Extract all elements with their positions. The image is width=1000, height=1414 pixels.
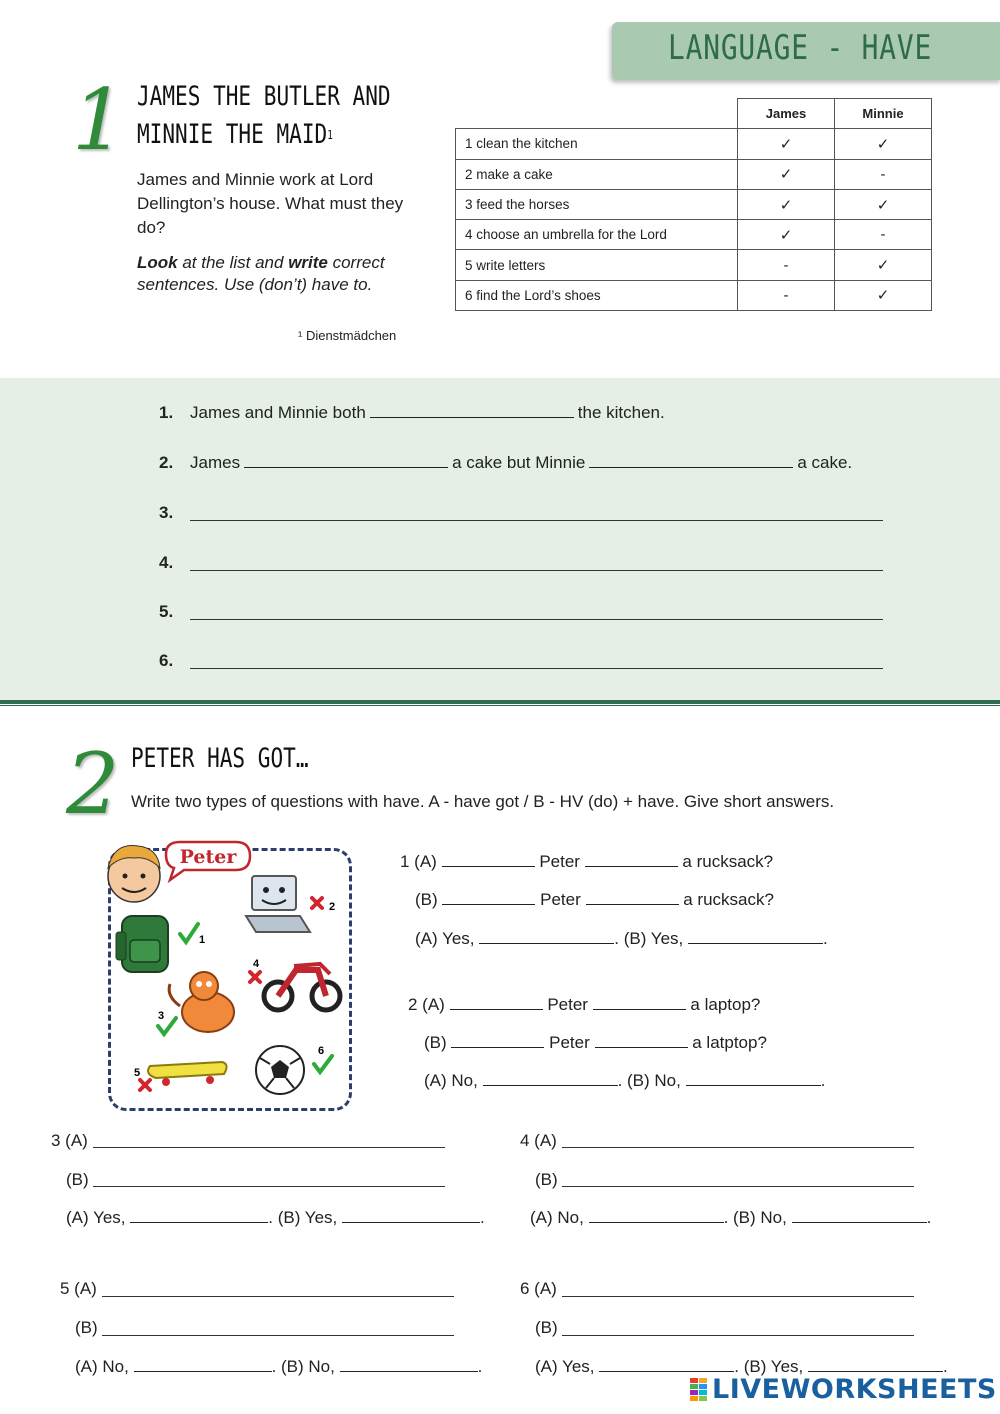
answer-blank[interactable] bbox=[686, 1072, 821, 1086]
answer-blank[interactable] bbox=[595, 1034, 688, 1048]
cat-icon bbox=[169, 972, 234, 1032]
question-5a-label: 5 (A) bbox=[60, 1279, 97, 1298]
answer-blank[interactable] bbox=[599, 1358, 734, 1372]
answer-line[interactable] bbox=[190, 570, 883, 571]
question-1b: (B) Peter a rucksack? bbox=[415, 890, 774, 909]
exercise-number: 6. bbox=[159, 651, 174, 670]
footnote: ¹ Dienstmädchen bbox=[298, 328, 397, 343]
activity-cell: 5 write letters bbox=[456, 250, 738, 280]
question-2a: 2 (A) Peter a laptop? bbox=[408, 995, 761, 1014]
table-row bbox=[456, 220, 932, 250]
header-minnie: Minnie bbox=[835, 99, 932, 129]
answer-blank[interactable] bbox=[589, 1209, 724, 1223]
exercise-number: 4. bbox=[159, 553, 174, 572]
james-mark: ✓ bbox=[738, 129, 835, 159]
item-label: 2 bbox=[329, 901, 336, 913]
liveworksheets-logo-icon bbox=[690, 1378, 708, 1402]
check-icon bbox=[180, 924, 198, 942]
answer-blank[interactable] bbox=[589, 454, 793, 468]
answer-blank[interactable] bbox=[792, 1209, 927, 1223]
question-2b: (B) Peter a latptop? bbox=[424, 1033, 767, 1052]
activity-cell: 3 feed the horses bbox=[456, 189, 738, 219]
question-4b-label: (B) bbox=[535, 1170, 558, 1189]
divider bbox=[0, 700, 1000, 704]
answer-blank[interactable] bbox=[450, 996, 543, 1010]
motorbike-icon bbox=[264, 964, 340, 1010]
answer-line[interactable] bbox=[562, 1296, 914, 1297]
answer-blank[interactable] bbox=[585, 853, 678, 867]
answer-line[interactable] bbox=[562, 1335, 914, 1336]
james-mark: ✓ bbox=[738, 220, 835, 250]
answer-blank[interactable] bbox=[340, 1358, 478, 1372]
name-bubble bbox=[166, 842, 250, 880]
answer-line[interactable] bbox=[562, 1186, 914, 1187]
exercise-number: 5. bbox=[159, 602, 174, 621]
header-james: James bbox=[738, 99, 835, 129]
answer-blank[interactable] bbox=[688, 930, 823, 944]
exercise-band bbox=[0, 378, 1000, 700]
section-1-number: 1 bbox=[72, 71, 126, 169]
table-row bbox=[456, 129, 932, 159]
answer-blank[interactable] bbox=[586, 891, 679, 905]
activity-cell: 1 clean the kitchen bbox=[456, 129, 738, 159]
answer-blank[interactable] bbox=[442, 853, 535, 867]
item-label: 6 bbox=[318, 1045, 325, 1057]
item-label: 3 bbox=[158, 1010, 165, 1022]
answer-1: (A) Yes, . (B) Yes, . bbox=[415, 929, 828, 948]
football-icon bbox=[256, 1046, 304, 1094]
section-1-title-line1: JAMES THE BUTLER AND bbox=[137, 81, 391, 112]
section-2-title: PETER HAS GOT… bbox=[131, 743, 309, 774]
table-row bbox=[456, 159, 932, 189]
question-5b-label: (B) bbox=[75, 1318, 98, 1337]
peter-name-label: Peter bbox=[179, 846, 237, 868]
answer-2: (A) No, . (B) No, . bbox=[424, 1071, 826, 1090]
table-header-row bbox=[456, 99, 932, 129]
minnie-mark: ✓ bbox=[835, 280, 932, 310]
james-mark: - bbox=[738, 250, 835, 280]
item-label: 5 bbox=[134, 1067, 141, 1079]
peter-illustration bbox=[100, 836, 360, 1116]
answer-blank[interactable] bbox=[130, 1209, 268, 1223]
table-row bbox=[456, 250, 932, 280]
divider bbox=[0, 705, 1000, 706]
rucksack-icon bbox=[116, 916, 168, 972]
exercise-1: James and Minnie both the kitchen. bbox=[190, 403, 665, 422]
duties-table bbox=[455, 98, 932, 311]
answer-3: (A) Yes, . (B) Yes, . bbox=[66, 1208, 485, 1227]
question-6b-label: (B) bbox=[535, 1318, 558, 1337]
answer-blank[interactable] bbox=[244, 454, 448, 468]
answer-line[interactable] bbox=[190, 520, 883, 521]
answer-blank[interactable] bbox=[370, 404, 574, 418]
minnie-mark: ✓ bbox=[835, 129, 932, 159]
activity-cell: 2 make a cake bbox=[456, 159, 738, 189]
question-6a-label: 6 (A) bbox=[520, 1279, 557, 1298]
question-1a: 1 (A) Peter a rucksack? bbox=[400, 852, 774, 871]
cross-icon bbox=[312, 898, 322, 908]
laptop-icon bbox=[246, 876, 310, 932]
answer-line[interactable] bbox=[93, 1186, 445, 1187]
section-1-title-line2: MINNIE THE MAID$^1$ bbox=[137, 119, 333, 150]
answer-blank[interactable] bbox=[593, 996, 686, 1010]
peter-face-icon bbox=[108, 845, 160, 902]
question-3a-label: 3 (A) bbox=[51, 1131, 88, 1150]
answer-line[interactable] bbox=[102, 1296, 454, 1297]
section-2-number: 2 bbox=[66, 735, 120, 833]
answer-blank[interactable] bbox=[442, 891, 535, 905]
james-mark: ✓ bbox=[738, 189, 835, 219]
james-mark: - bbox=[738, 280, 835, 310]
activity-cell: 6 find the Lord’s shoes bbox=[456, 280, 738, 310]
footnote-marker: 1 bbox=[327, 128, 333, 142]
cross-icon bbox=[140, 1080, 150, 1090]
answer-6: (A) Yes, . (B) Yes, . bbox=[535, 1357, 948, 1376]
james-mark: ✓ bbox=[738, 159, 835, 189]
exercise-number: 1. bbox=[159, 403, 174, 422]
answer-5: (A) No, . (B) No, . bbox=[75, 1357, 483, 1376]
section-1-instruction: Look at the list and write correct sentences. Use (don’t) have to. bbox=[137, 253, 385, 294]
minnie-mark: - bbox=[835, 220, 932, 250]
item-label: 1 bbox=[199, 934, 206, 946]
page-title: LANGUAGE - HAVE bbox=[668, 28, 933, 68]
answer-blank[interactable] bbox=[483, 1072, 618, 1086]
question-4a-label: 4 (A) bbox=[520, 1131, 557, 1150]
answer-line[interactable] bbox=[190, 668, 883, 669]
exercise-number: 3. bbox=[159, 503, 174, 522]
answer-line[interactable] bbox=[562, 1147, 914, 1148]
section-1-intro: James and Minnie work at Lord Dellington’s house. What must they do? bbox=[137, 170, 404, 237]
answer-4: (A) No, . (B) No, . bbox=[530, 1208, 932, 1227]
answer-blank[interactable] bbox=[134, 1358, 272, 1372]
minnie-mark: - bbox=[835, 159, 932, 189]
table-row bbox=[456, 189, 932, 219]
answer-line[interactable] bbox=[190, 619, 883, 620]
skateboard-icon bbox=[148, 1062, 227, 1086]
answer-line[interactable] bbox=[93, 1147, 445, 1148]
section-2-instruction: Write two types of questions with have. A - have got / B - HV (do) + have. Give short answers. bbox=[131, 792, 835, 811]
answer-blank[interactable] bbox=[451, 1034, 544, 1048]
minnie-mark: ✓ bbox=[835, 189, 932, 219]
answer-blank[interactable] bbox=[342, 1209, 480, 1223]
table-row bbox=[456, 280, 932, 310]
answer-blank[interactable] bbox=[479, 930, 614, 944]
liveworksheets-brand: LIVEWORKSHEETS bbox=[712, 1374, 997, 1405]
item-label: 4 bbox=[253, 958, 260, 970]
answer-blank[interactable] bbox=[808, 1358, 943, 1372]
question-3b-label: (B) bbox=[66, 1170, 89, 1189]
check-icon bbox=[314, 1056, 332, 1072]
activity-cell: 4 choose an umbrella for the Lord bbox=[456, 220, 738, 250]
exercise-number: 2. bbox=[159, 453, 174, 472]
minnie-mark: ✓ bbox=[835, 250, 932, 280]
answer-line[interactable] bbox=[102, 1335, 454, 1336]
exercise-2: James a cake but Minnie a cake. bbox=[190, 453, 853, 472]
cross-icon bbox=[250, 972, 260, 982]
